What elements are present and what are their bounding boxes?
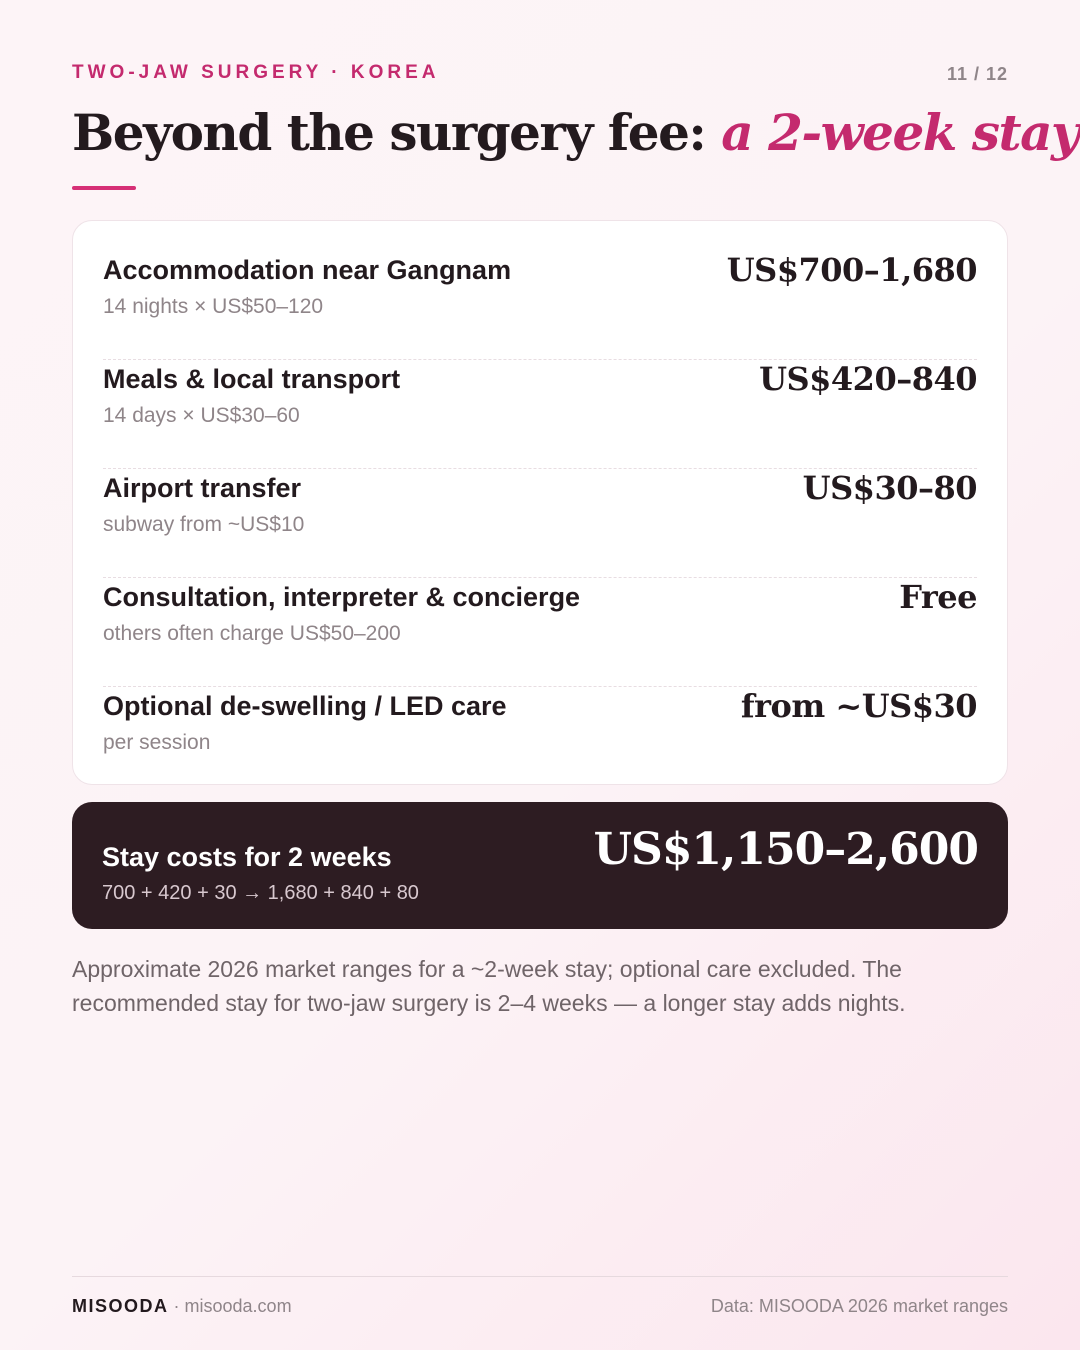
cost-note: subway from ~US$10: [103, 513, 305, 536]
kicker: TWO-JAW SURGERY · KOREA: [72, 62, 440, 83]
cost-row-consultation: [103, 578, 977, 687]
brand: [72, 1296, 292, 1317]
page-title: [72, 103, 1079, 162]
brand-name: MISOODA: [72, 1296, 169, 1316]
website-link[interactable]: misooda.com: [184, 1296, 292, 1316]
cost-row-accommodation: [103, 251, 977, 360]
total-value: US$1,150–2,600: [593, 824, 978, 875]
cost-value: US$700–1,680: [726, 251, 977, 289]
data-source: Data: MISOODA 2026 market ranges: [710, 1296, 1008, 1316]
title-underline: [72, 186, 136, 190]
cost-value: US$420–840: [759, 360, 977, 398]
cost-row-meals-transport: [103, 360, 977, 469]
cost-note: 14 days × US$30–60: [103, 404, 300, 427]
cost-row-airport-transfer: [103, 469, 977, 578]
page-number: 11 / 12: [946, 64, 1008, 84]
total-label: Stay costs for 2 weeks: [102, 842, 392, 872]
slide: [72, 0, 1079, 1350]
cost-note: others often charge US$50–200: [103, 622, 401, 645]
cost-note: 14 nights × US$50–120: [103, 295, 324, 318]
brand-separator: ·: [168, 1296, 185, 1316]
total-cost-panel: [72, 802, 1008, 929]
cost-label: Accommodation near Gangnam: [103, 255, 512, 285]
title-accent: a 2-week stay: [721, 103, 1079, 162]
footer: [72, 1276, 1008, 1336]
cost-breakdown-card: [72, 220, 1008, 785]
cost-note: per session: [103, 731, 211, 754]
cost-value: Free: [899, 578, 977, 616]
cost-value: US$30–80: [802, 469, 977, 507]
cost-row-optional-care: [103, 687, 977, 796]
cost-label: Airport transfer: [103, 473, 302, 503]
footnote: Approximate 2026 market ranges for a ~2-week stay; optional care excluded. The recommended stay for two-jaw surgery is 2–4 weeks — a longer stay adds nights.: [72, 956, 906, 1016]
title-main: Beyond the surgery fee:: [72, 103, 722, 162]
cost-label: Meals & local transport: [103, 364, 401, 394]
total-formula: 700 + 420 + 30 → 1,680 + 840 + 80: [102, 882, 419, 904]
cost-label: Consultation, interpreter & concierge: [103, 582, 581, 612]
cost-value: from ~US$30: [740, 687, 977, 725]
cost-label: Optional de-swelling / LED care: [103, 691, 507, 721]
